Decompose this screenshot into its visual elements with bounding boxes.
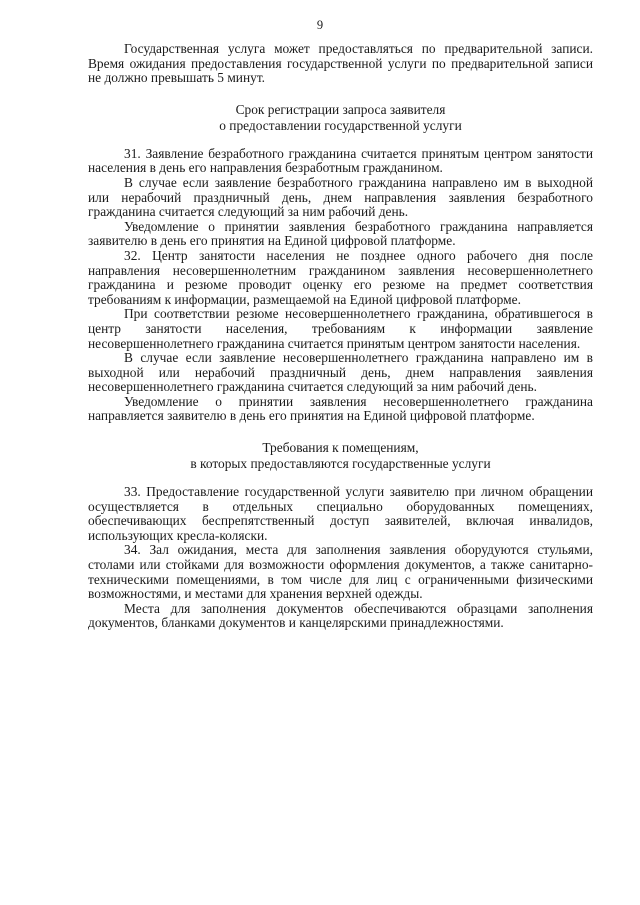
paragraph: В случае если заявление несовершеннолетнего гражданина направлено им в выходной или нерабочий праздничный день, днем направления заявления несовершеннолетнего гражданина считается следующий за ним рабочий день. xyxy=(88,350,593,395)
section-heading-line: в которых предоставляются государственные услуги xyxy=(190,456,491,472)
document-body xyxy=(88,42,593,631)
paragraph: При соответствии резюме несовершеннолетнего гражданина, обратившегося в центр занятости населения, требованиям к информации заявление несовершеннолетнего гражданина считается принятым центром занятости населения. xyxy=(88,306,593,351)
paragraph-32: 32. Центр занятости населения не позднее одного рабочего дня после направления несовершеннолетним гражданином заявления несовершеннолетнего гражданина и резюме проводит оценку его резюме на предмет соответствия требованиям к информации, размещаемой на Единой цифровой платформе. xyxy=(88,247,593,307)
paragraph: Места для заполнения документов обеспечиваются образцами заполнения документов, бланками документов и канцелярскими принадлежностями. xyxy=(88,600,593,631)
paragraph-33: 33. Предоставление государственной услуги заявителю при личном обращении осуществляется в отдельных специально оборудованных помещениях, обеспечивающих беспрепятственный доступ заявителей, включая инвалидов, использующих кресла-коляски. xyxy=(88,484,593,543)
page-number: 9 xyxy=(316,18,324,32)
paragraph: Уведомление о принятии заявления безработного гражданина направляется заявителю в день его принятия на Единой цифровой платформе. xyxy=(88,218,593,249)
paragraph: Уведомление о принятии заявления несовершеннолетнего гражданина направляется заявителю в день его принятия на Единой цифровой платформе. xyxy=(88,393,593,424)
paragraph-31: 31. Заявление безработного гражданина считается принятым центром занятости населения в день его направления безработным гражданином. xyxy=(88,145,593,176)
section-heading-line: о предоставлении государственной услуги xyxy=(219,117,462,133)
section-heading-line: Требования к помещениям, xyxy=(262,440,419,456)
section-heading-line: Срок регистрации запроса заявителя xyxy=(235,101,446,117)
intro-paragraph: Государственная услуга может предоставляться по предварительной записи. Время ожидания предоставления государственной услуги по предварительной записи не должно превышать 5 минут. xyxy=(88,41,593,86)
paragraph: В случае если заявление безработного гражданина направлено им в выходной или нерабочий праздничный день, днем направления заявления безработного гражданина считается следующий за ним рабочий день. xyxy=(88,174,593,220)
section-heading-registration xyxy=(88,102,593,134)
paragraph-34: 34. Зал ожидания, места для заполнения заявления оборудуются стульями, столами или стойками для возможности оформления документов, а также санитарно-техническими помещениями, в том числе для лиц с ограниченными физическими возможностями, и местами для хранения верхней одежды. xyxy=(88,542,593,602)
section-heading-premises xyxy=(88,440,593,472)
